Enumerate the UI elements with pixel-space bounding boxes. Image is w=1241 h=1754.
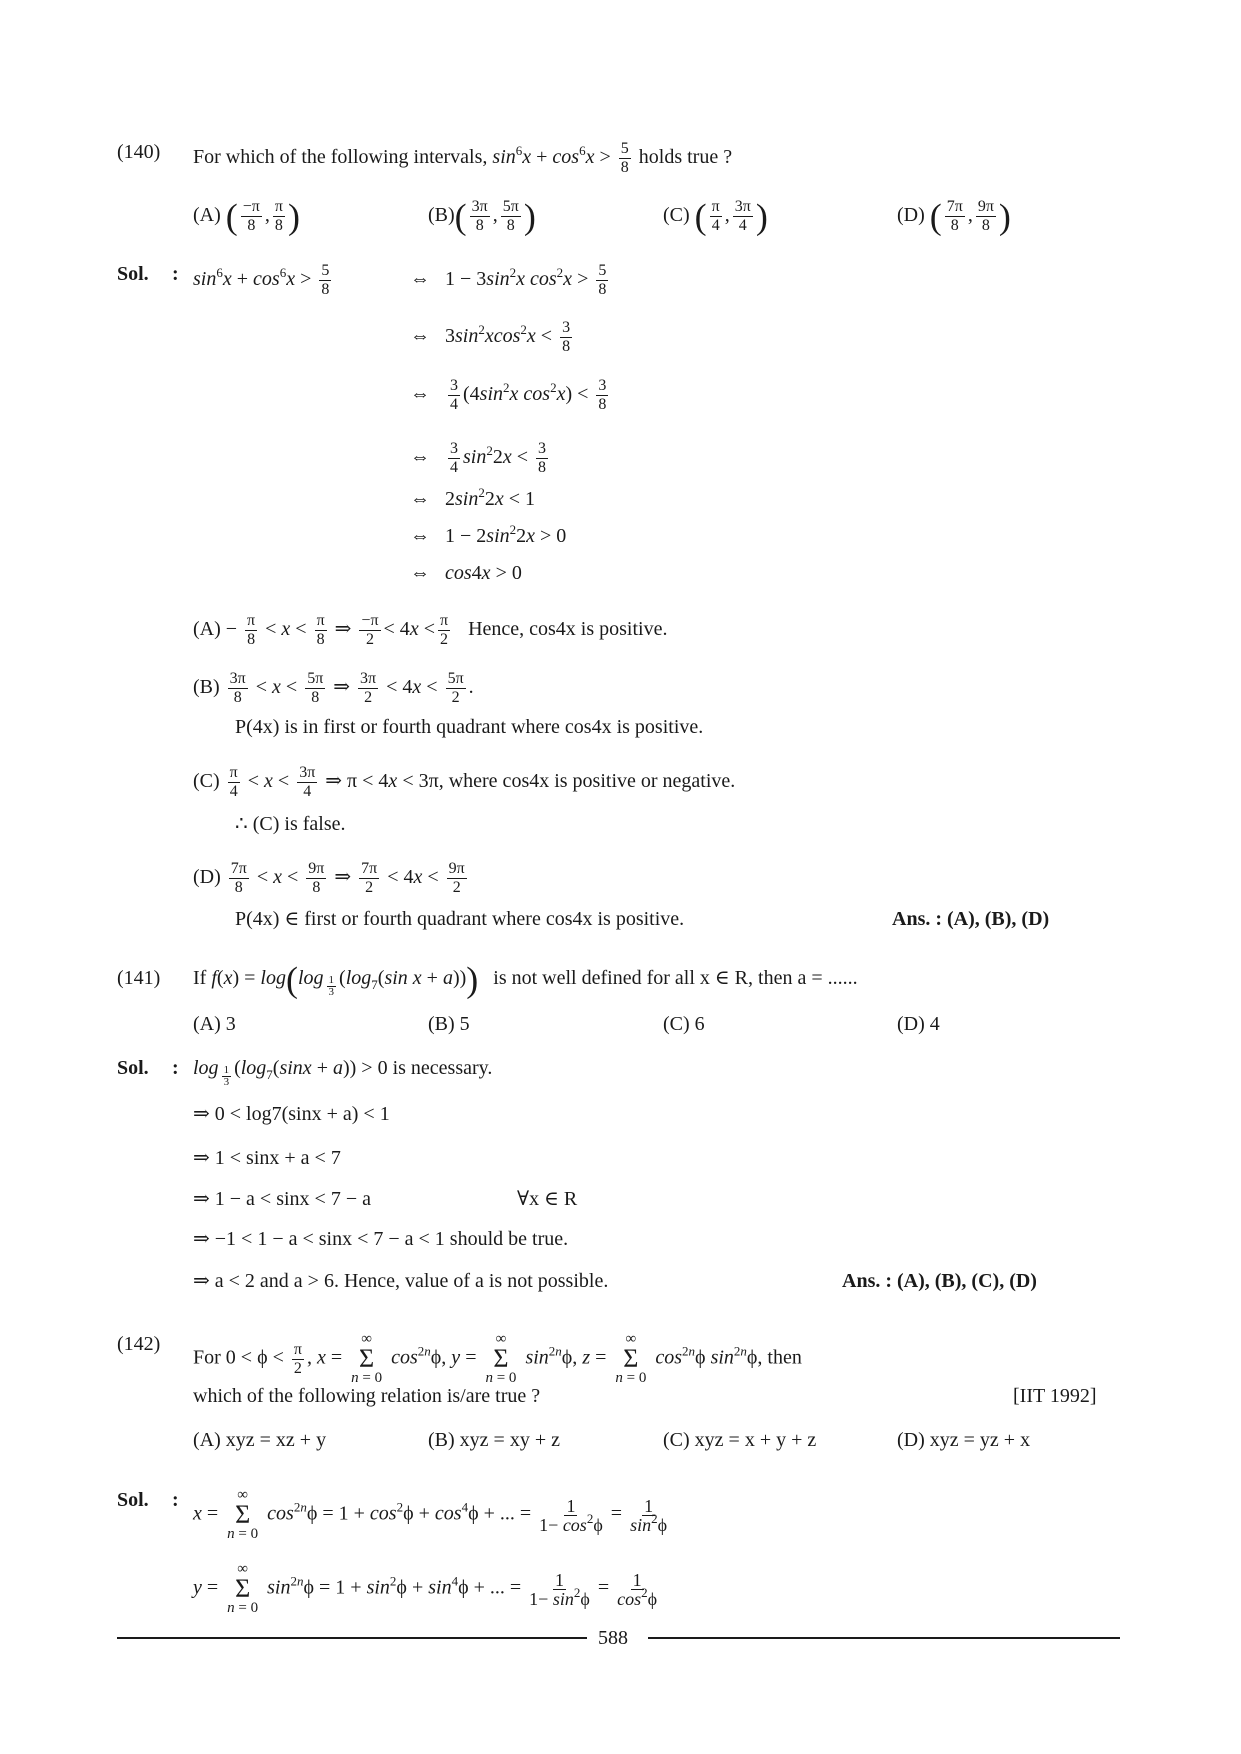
- sol140-step-7: ⇔ cos4x > 0: [410, 562, 522, 584]
- sol141-line-2: ⇒ 0 < log7(sinx + a) < 1: [193, 1103, 390, 1125]
- q140-option-d: (D) ( $\frac{7\pi}{8}$ , $\frac{9\pi}{8}$ ): [897, 196, 1011, 237]
- q142-option-c: (C) xyz = x + y + z: [663, 1429, 817, 1451]
- q141-statement: [193, 959, 858, 1000]
- q141-option-a: (A) 3: [193, 1013, 236, 1035]
- sol141-colon: :: [172, 1057, 179, 1079]
- q140-option-c: (C) ( $\frac{\pi}{4}$ , $\frac{3\pi}{4}$ ): [663, 196, 768, 237]
- footer-rule-right: [648, 1637, 1120, 1639]
- sol140-step-0: $\sin^6x + \cos^6x$ > $\frac{5}{8}$: [193, 262, 330, 298]
- sol140-step-4: ⇔ $\frac{3}{4}$ $\sin^22x$ < $\frac{3}{8}$: [410, 440, 547, 476]
- sol140-case-c-note: ∴ (C) is false.: [235, 813, 346, 835]
- q142-option-a: (A) xyz = xz + y: [193, 1429, 327, 1451]
- sol140-case-b: (B) $\frac{3\pi}{8}$ < x < $\frac{5\pi}{8}$ ⇒ $\frac{3\pi}{2}$ < 4x < $\frac{5\pi}{2}$ .: [193, 670, 474, 706]
- sol140-step-3: ⇔ $\frac{3}{4}$ ($4\sin^2x$ $\cos^2x$) < $\frac{3}{8}$: [410, 377, 607, 413]
- q141-option-d: (D) 4: [897, 1013, 940, 1035]
- sol142-colon: :: [172, 1489, 179, 1511]
- q141-number: (141): [117, 967, 161, 989]
- q142-option-d: (D) xyz = yz + x: [897, 1429, 1031, 1451]
- sol141-line-4: ⇒ 1 − a < sinx < 7 − a: [193, 1188, 371, 1210]
- sol141-line-5: ⇒ −1 < 1 − a < sinx < 7 − a < 1 should be true.: [193, 1228, 569, 1250]
- sol140-label: Sol.: [117, 263, 149, 285]
- sol140-answer: Ans. : (A), (B), (D): [892, 908, 1050, 930]
- sol140-case-d-note: P(4x) ∈ first or fourth quadrant where cos4x is positive.: [235, 908, 685, 930]
- sol142-label: Sol.: [117, 1489, 149, 1511]
- sol140-step-1: ⇔ $1 - 3\sin^2x$ $\cos^2x$ > $\frac{5}{8}$: [410, 262, 607, 298]
- sol142-x-series: x = ∞ Σ n = 0 $\cos^{2n}\phi = 1 + \cos^2\phi + \cos^4\phi$ + ... = $\frac{1}{1- \cos^2\phi}$ = $\frac{1}{\sin^2\phi}$: [193, 1487, 668, 1542]
- q141-text-after: is not well defined for all x ∈ R, then a = ......: [493, 967, 858, 989]
- q141-function: If f(x) = log(log $_{\frac{1}{3}}$ ($\log_7(\sin$ x + a))): [193, 959, 479, 1000]
- q140-statement: [193, 140, 732, 177]
- q142-line-2: which of the following relation is/are true ?: [193, 1385, 541, 1407]
- footer-rule-left: [117, 1637, 587, 1639]
- sol140-case-a: (A) − $\frac{\pi}{8}$ < x < $\frac{\pi}{8}$ ⇒ $\frac{-\pi}{2}$ < 4x < $\frac{\pi}{2}$ Hence, cos4x is positive.: [193, 612, 668, 648]
- page-number: 588: [598, 1627, 628, 1649]
- sol141-line-3: ⇒ 1 < sinx + a < 7: [193, 1147, 341, 1169]
- sol140-case-d: (D) $\frac{7\pi}{8}$ < x < $\frac{9\pi}{8}$ ⇒ $\frac{7\pi}{2}$ < 4x < $\frac{9\pi}{2}$: [193, 860, 465, 896]
- q140-option-a: (A) ( $\frac{-\pi}{8}$ , $\frac{\pi}{8}$ ): [193, 196, 300, 237]
- sol140-case-c-text: where cos4x is positive or negative.: [448, 770, 736, 793]
- sol140-step-6: ⇔ $1 - 2\sin^22x > 0$: [410, 522, 567, 547]
- sol140-step-2: ⇔ $3\sin^2xcos^2x$ < $\frac{3}{8}$: [410, 319, 571, 355]
- q140-inequality: $\sin^6x + \cos^6x$ > $\frac{5}{8}$: [492, 140, 629, 176]
- q142-source: [IIT 1992]: [1013, 1385, 1097, 1407]
- sol141-line-4-tail: ∀x ∈ R: [517, 1188, 578, 1210]
- sol140-case-a-text: Hence, cos4x is positive.: [468, 618, 668, 641]
- q141-option-c: (C) 6: [663, 1013, 705, 1035]
- q140-text-after: holds true ?: [638, 146, 733, 169]
- sol141-line-6: ⇒ a < 2 and a > 6. Hence, value of a is not possible.: [193, 1270, 609, 1292]
- sol140-case-c: (C) $\frac{\pi}{4}$ < x < $\frac{3\pi}{4}$ ⇒ π < 4x < 3π, where cos4x is positive or negative.: [193, 764, 736, 800]
- sol140-colon: :: [172, 263, 179, 285]
- sol141-line-1: log $_{\frac{1}{3}}$ $(\log_7(\sin x + a)) > 0$ is necessary.: [193, 1057, 493, 1088]
- sol140-case-b-note: P(4x) is in first or fourth quadrant where cos4x is positive.: [235, 716, 704, 738]
- sol140-step-5: ⇔ $2\sin^22x < 1$: [410, 485, 536, 510]
- sol142-y-series: y = ∞ Σ n = 0 $\sin^{2n}\phi = 1 + \sin^2\phi + \sin^4\phi$ + ... = $\frac{1}{1- \sin^2\phi}$ = $\frac{1}{\cos^2\phi}$: [193, 1561, 658, 1616]
- q140-text-before: For which of the following intervals,: [193, 146, 488, 169]
- q142-number: (142): [117, 1333, 161, 1355]
- sol141-label: Sol.: [117, 1057, 149, 1079]
- q141-option-b: (B) 5: [428, 1013, 470, 1035]
- q140-option-b: (B)( $\frac{3\pi}{8}$ , $\frac{5\pi}{8}$ ): [428, 196, 536, 237]
- q142-option-b: (B) xyz = xy + z: [428, 1429, 560, 1451]
- q142-statement: For 0 < ϕ < $\frac{\pi}{2}$ , x = ∞ Σ n = 0 $\cos^{2n}\phi$, y = ∞ Σ n = 0 $\sin^{2n}\phi$, z = ∞ Σ n = 0 $\cos^{2n}\phi$ $\sin^{2n}\phi$, then: [193, 1331, 802, 1386]
- q140-number: (140): [117, 141, 161, 163]
- sol141-answer: Ans. : (A), (B), (C), (D): [842, 1270, 1037, 1292]
